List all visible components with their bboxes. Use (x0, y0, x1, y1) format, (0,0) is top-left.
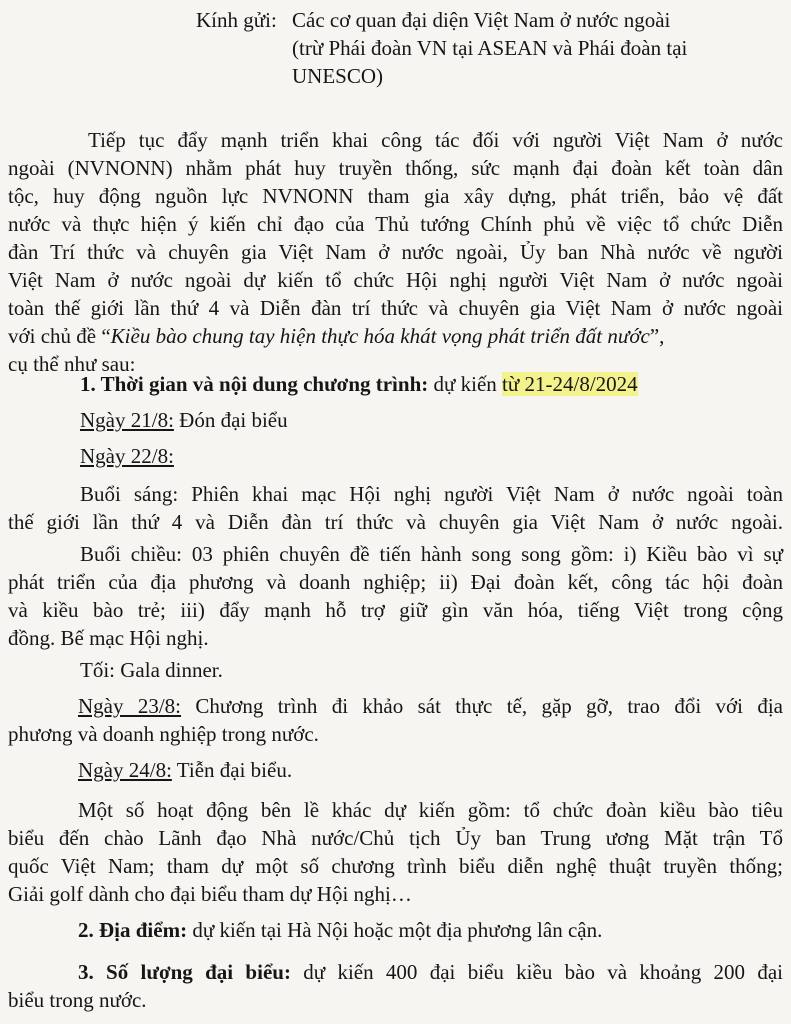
day-21-date: Ngày 21/8: (80, 408, 174, 432)
day-22-evening (8, 656, 783, 684)
day-23-date: Ngày 23/8: (78, 694, 182, 718)
recipient-lines (292, 6, 782, 90)
intro-line: Việt Nam ở nước ngoài dự kiến tổ chức Hội nghị người Việt Nam ở nước ngoài (8, 268, 783, 292)
section-2-title: 2. Địa điểm: (78, 918, 188, 942)
section-1-heading (8, 370, 783, 398)
afternoon-line: và kiều bào trẻ; iii) đẩy mạnh hỗ trợ giữ gìn văn hóa, tiếng Việt trong cộng (8, 598, 783, 622)
afternoon-line: Buổi chiều: 03 phiên chuyên đề tiến hành song song gồm: i) Kiều bào vì sự (80, 542, 783, 566)
intro-line: đàn Trí thức và chuyên gia Việt Nam ở nước ngoài, Ủy ban Nhà nước về người (8, 240, 783, 264)
section-1-title: 1. Thời gian và nội dung chương trình: (80, 372, 429, 396)
recipient-line: (trừ Phái đoàn VN tại ASEAN và Phái đoàn tại (292, 36, 688, 60)
recipient-line: UNESCO) (292, 64, 384, 88)
day-22-afternoon (8, 540, 783, 652)
day-21-text: Đón đại biểu (173, 408, 288, 432)
section-3-title: 3. Số lượng đại biểu: (78, 960, 291, 984)
side-activity-line: quốc Việt Nam; tham dự một số chương trình biểu diễn nghệ thuật truyền thống; (8, 854, 783, 878)
afternoon-line: đồng. Bế mạc Hội nghị. (8, 626, 209, 650)
side-activity-line: biểu đến chào Lãnh đạo Nhà nước/Chủ tịch Ủy ban Trung ương Mặt trận Tổ (8, 826, 783, 850)
section-3 (8, 958, 783, 1014)
intro-closing: cụ thể như sau: (8, 352, 136, 376)
theme-text: Kiều bào chung tay hiện thực hóa khát vọng phát triển đất nước (110, 324, 650, 348)
evening-line: Tối: Gala dinner. (80, 658, 223, 682)
section-3-line: biểu trong nước. (8, 988, 147, 1012)
intro-line: nước và thực hiện ý kiến chỉ đạo của Thủ tướng Chính phủ về việc tổ chức Diễn (8, 212, 783, 236)
intro-paragraph (8, 126, 783, 378)
section-2-text: dự kiến tại Hà Nội hoặc một địa phương lân cận. (187, 918, 603, 942)
side-activities (8, 796, 783, 908)
morning-line: thế giới lần thứ 4 và Diễn đàn trí thức và chuyên gia Việt Nam ở nước ngoài. (8, 510, 783, 534)
section-1-text: dự kiến (428, 372, 503, 396)
day-22-morning (8, 480, 783, 536)
theme-prefix: với chủ đề “ (8, 324, 111, 348)
section-3-text: dự kiến 400 đại biểu kiều bào và khoảng 200 đại (290, 960, 783, 984)
morning-line: Buổi sáng: Phiên khai mạc Hội nghị người Việt Nam ở nước ngoài toàn (80, 482, 783, 506)
intro-line: Tiếp tục đẩy mạnh triển khai công tác đối với người Việt Nam ở nước (88, 128, 783, 152)
day-23-text: Chương trình đi khảo sát thực tế, gặp gỡ, trao đổi với địa (181, 694, 783, 718)
recipient-label: Kính gửi: (196, 8, 277, 32)
day-22-date: Ngày 22/8: (80, 444, 174, 468)
day-23 (8, 692, 783, 748)
highlighted-dates: từ 21-24/8/2024 (502, 372, 638, 396)
side-activity-line: Một số hoạt động bên lề khác dự kiến gồm: tổ chức đoàn kiều bào tiêu (78, 798, 783, 822)
day-23-line: phương và doanh nghiệp trong nước. (8, 722, 319, 746)
day-21 (8, 406, 783, 434)
day-24-date: Ngày 24/8: (78, 758, 172, 782)
intro-line: toàn thế giới lần thứ 4 và Diễn đàn trí thức và chuyên gia Việt Nam ở nước ngoài (8, 296, 783, 320)
theme-suffix: ”, (649, 324, 665, 348)
day-22 (8, 442, 783, 470)
day-24 (8, 756, 783, 784)
side-activity-line: Giải golf dành cho đại biểu tham dự Hội nghị… (8, 882, 412, 906)
intro-line: tộc, huy động nguồn lực NVNONN tham gia xây dựng, phát triển, bảo vệ đất (8, 184, 783, 208)
afternoon-line: phát triển của địa phương và doanh nghiệp; ii) Đại đoàn kết, công tác hội đoàn (8, 570, 783, 594)
section-2 (8, 916, 783, 944)
intro-theme-line (8, 322, 783, 350)
recipient-line: Các cơ quan đại diện Việt Nam ở nước ngoài (292, 8, 671, 32)
day-24-text: Tiễn đại biểu. (171, 758, 293, 782)
intro-line: ngoài (NVNONN) nhằm phát huy truyền thống, sức mạnh đại đoàn kết toàn dân (8, 156, 783, 180)
